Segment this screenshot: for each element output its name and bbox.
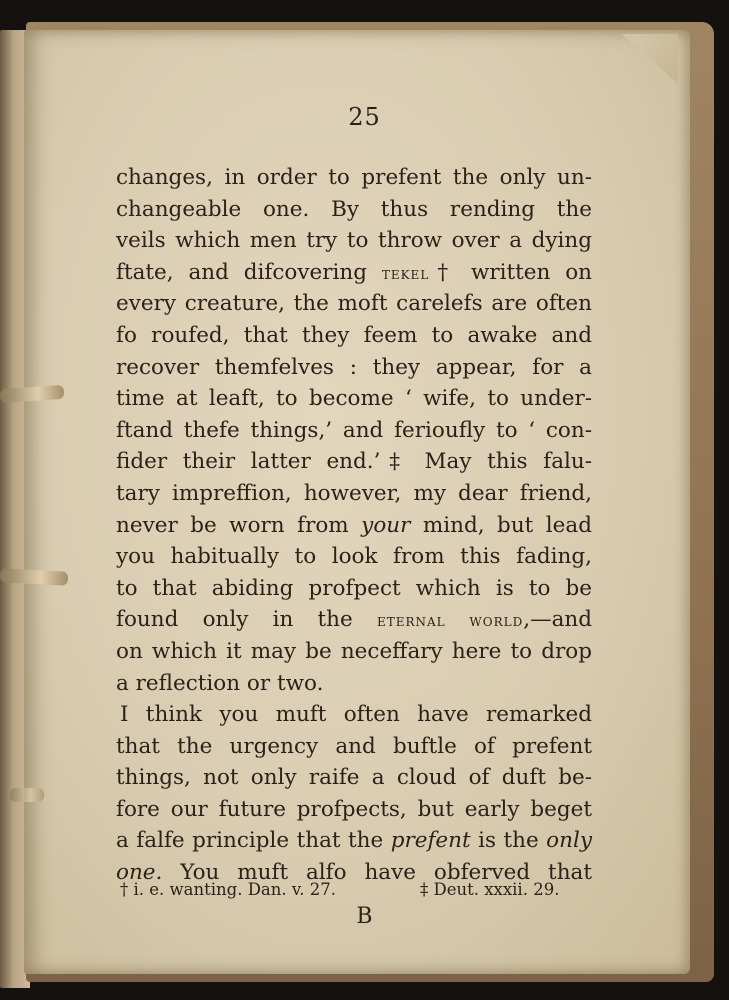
footnote-dagger: † i. e. wanting. Dan. v. 27. — [120, 880, 336, 899]
text-line: fider their latter end.’‡ May this falu- — [116, 449, 592, 475]
footnote-double-dagger: ‡ Deut. xxxii. 29. — [420, 880, 560, 899]
text-line: to that abiding profpect which is to be — [116, 575, 592, 601]
text-line — [116, 604, 592, 636]
text-run: a falfe principle that the — [116, 828, 391, 854]
text-run: ,—and — [523, 607, 592, 633]
italic-word: one. — [116, 860, 163, 886]
small-caps-phrase: eternal world — [376, 611, 524, 632]
text-line — [116, 510, 592, 542]
text-run: mind, but lead — [410, 512, 592, 538]
binding-thread — [10, 788, 44, 802]
text-run: found only in the — [116, 607, 377, 633]
text-line: tary impreffion, however, my dear friend, — [116, 480, 592, 506]
text-run: ftate, and difcovering — [116, 259, 382, 285]
text-run: never be worn from — [116, 512, 362, 538]
text-line: changeable one. By thus rending the — [116, 196, 592, 222]
body-text — [116, 162, 592, 889]
text-line: recover themfelves : they appear, for a — [116, 354, 592, 380]
text-line: time at leaft, to become ‘ wife, to under- — [116, 386, 592, 412]
text-run: † written on — [429, 259, 592, 285]
text-run: is the — [470, 828, 547, 854]
text-line: you habitually to look from this fading, — [116, 544, 592, 570]
italic-word: only — [546, 828, 592, 854]
text-line — [116, 257, 592, 289]
signature-mark: B — [356, 904, 373, 929]
paragraph-start-line: I think you muft often have remarked — [120, 702, 592, 728]
text-line: things, not only raife a cloud of duft be- — [116, 765, 592, 791]
text-line: that the urgency and buftle of prefent — [116, 733, 592, 759]
text-line: on which it may be neceffary here to drop — [116, 638, 592, 664]
text-line: a reflection or two. — [116, 670, 324, 696]
italic-word: prefent — [390, 828, 471, 854]
text-line: fo roufed, that they feem to awake and — [116, 322, 592, 348]
italic-word: your — [361, 512, 411, 538]
text-line: fore our future profpects, but early beget — [116, 796, 592, 822]
text-line: changes, in order to prefent the only un- — [116, 165, 592, 190]
small-caps-word: tekel — [381, 263, 430, 284]
text-line: ftand thefe things,’ and ferioufly to ‘ con- — [116, 417, 592, 443]
page-number: 25 — [348, 103, 381, 131]
text-line: veils which men try to throw over a dying — [116, 228, 592, 254]
footnotes — [120, 880, 590, 899]
text-line — [116, 825, 592, 857]
text-line: every creature, the moft carelefs are often — [116, 291, 592, 317]
text-run: You muft alfo have obferved that — [162, 860, 592, 886]
